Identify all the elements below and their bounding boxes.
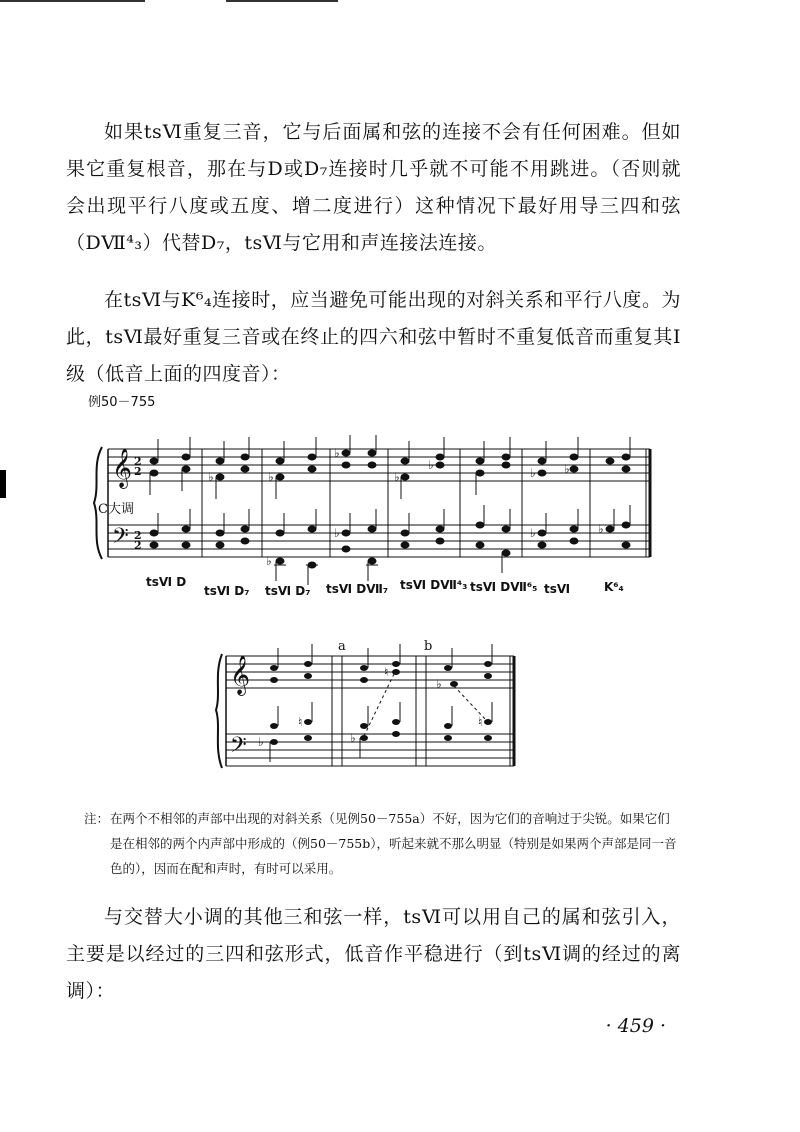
svg-text:♭: ♭ [436,677,442,691]
svg-text:𝄢: 𝄢 [230,733,247,763]
scan-edge-mark [0,470,6,498]
marker-b: b [424,640,433,654]
footnote-marker: 注： [84,811,110,826]
chord-label: tsⅥ DⅦ₇ [326,582,389,596]
svg-text:♮: ♮ [298,715,303,729]
footnote [84,806,679,881]
svg-text:𝄞: 𝄞 [112,448,133,488]
svg-text:2: 2 [134,529,142,542]
chord-label: tsⅥ D [146,575,187,589]
svg-text:♭: ♭ [530,526,536,540]
chord-label: tsⅥ DⅦ⁴₃ [400,578,468,592]
svg-text:♮: ♮ [478,715,483,729]
svg-text:♭: ♭ [268,470,274,484]
svg-text:♭: ♭ [334,526,340,540]
svg-text:2: 2 [134,465,142,478]
chord-label: tsⅥ D₇ [265,584,311,598]
svg-text:2: 2 [134,455,142,468]
svg-text:♭: ♭ [530,466,536,480]
svg-text:𝄞: 𝄞 [230,655,251,695]
svg-text:♭: ♭ [598,522,604,536]
top-rule-right [226,0,338,2]
svg-text:♮: ♮ [384,665,389,679]
svg-text:♭: ♭ [428,458,434,472]
page-number: · 459 · [605,1015,666,1037]
chord-label: tsⅥ D₇ [204,584,250,598]
top-rule-left [0,0,145,2]
svg-text:2: 2 [134,539,142,552]
svg-text:𝄢: 𝄢 [112,524,129,554]
paragraph-1: 如果tsⅥ重复三音，它与后面属和弦的连接不会有任何困难。但如果它重复根音，那在与D或D₇连接时几乎就不可能不用跳进。（否则就会出现平行八度或五度、增二度进行）这种情况下最好用导三四和弦（DⅦ⁴₃）代替D₇，tsⅥ与它用和声连接法连接。 [66,121,681,254]
paragraph-2: 在tsⅥ与K⁶₄连接时，应当避免可能出现的对斜关系和平行八度。为此，tsⅥ最好重复三音或在终止的四六和弦中暂时不重复低音而重复其Ⅰ级（低音上面的四度音）： [66,289,681,385]
paragraph-3: 与交替大小调的其他三和弦一样，tsⅥ可以用自己的属和弦引入，主要是以经过的三四和弦形式，低音作平稳进行（到tsⅥ调的经过的离调）： [66,906,681,1002]
chord-label: K⁶₄ [604,580,624,594]
svg-text:♭: ♭ [258,735,264,749]
chord-label: tsⅥ [544,582,571,596]
svg-text:♭: ♭ [350,731,356,745]
svg-text:♭: ♭ [564,462,570,476]
svg-text:♭: ♭ [266,554,272,568]
example-label: 例50－755 [88,395,156,410]
svg-text:♭: ♭ [208,470,214,484]
footnote-text: 在两个不相邻的声部中出现的对斜关系（见例50－755a）不好，因为它们的音响过于尖锐。如果它们是在相邻的两个内声部中形成的（例50－755b），听起来就不那么明显（特别是如果两个声部是同一音色的），因而在配和声时，有时可以采用。 [110,811,677,876]
svg-text:♭: ♭ [394,470,400,484]
music-example-ab [214,640,534,780]
marker-a: a [338,640,346,654]
svg-text:♭: ♭ [334,446,340,460]
key-label: C大调 [98,502,134,517]
chord-label: tsⅥ DⅦ⁶₅ [470,580,538,594]
